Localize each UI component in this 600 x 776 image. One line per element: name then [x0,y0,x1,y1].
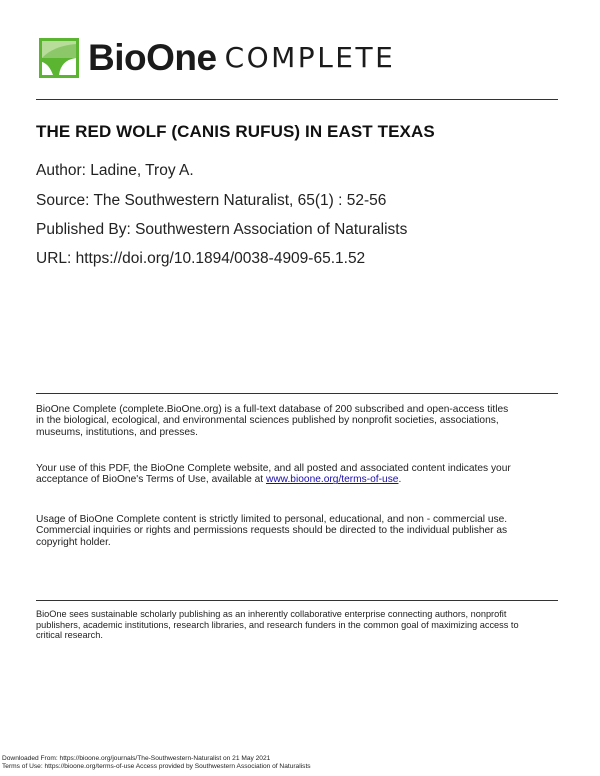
article-author: Author: Ladine, Troy A. [36,162,194,179]
logo-wordmark-bioone: BioOne [88,37,217,78]
text-line: in the biological, ecological, and environmental sciences published by nonprofit societies, associations, [36,415,499,427]
text-line: Usage of BioOne Complete content is strictly limited to personal, educational, and non - commercial use. [36,514,508,525]
text-line: museums, institutions, and presses. [36,426,198,438]
text-line: BioOne Complete (complete.BioOne.org) is a full-text database of 200 subscribed and open-access titles [36,404,509,415]
text-line: copyright holder. [36,536,111,548]
download-info: Downloaded From: https://bioone.org/journals/The-Southwestern-Naturalist on 21 May 2021 [2,755,271,762]
text-line [36,474,561,485]
article-publisher: Published By: Southwestern Association of Naturalists [36,221,408,238]
text-line: publishers, academic institutions, research libraries, and research funders in the common goal of maximizing access to [36,619,519,630]
bioone-logo [39,38,395,78]
text-fragment: acceptance of BioOne's Terms of Use, available at [36,474,266,486]
info-divider [36,393,558,394]
header-divider [36,99,558,100]
article-title: THE RED WOLF (CANIS RUFUS) IN EAST TEXAS [36,122,435,141]
terms-notice [36,463,561,486]
text-fragment: . [398,474,402,486]
bioone-leaf-icon [39,38,79,78]
article-url[interactable]: URL: https://doi.org/10.1894/0038-4909-65.1.52 [36,250,366,267]
terms-access-info: Terms of Use: https://bioone.org/terms-of-use Access provided by Southwestern Association of Naturalists [2,763,311,770]
text-line: Your use of this PDF, the BioOne Complete website, and all posted and associated content indicates your [36,463,511,474]
text-line: BioOne sees sustainable scholarly publishing as an inherently collaborative enterprise connecting authors, nonprofit [36,609,507,619]
text-line: Commercial inquiries or rights and permissions requests should be directed to the individual publisher as [36,525,508,537]
terms-of-use-link[interactable]: www.bioone.org/terms-of-use [265,474,399,486]
logo-wordmark-complete: COMPLETE [224,41,396,74]
text-line: critical research. [36,630,103,641]
usage-notice [36,514,561,548]
mission-statement [36,609,561,641]
mission-divider [36,600,558,601]
database-description [36,404,561,438]
article-source: Source: The Southwestern Naturalist, 65(1) : 52-56 [36,192,387,209]
